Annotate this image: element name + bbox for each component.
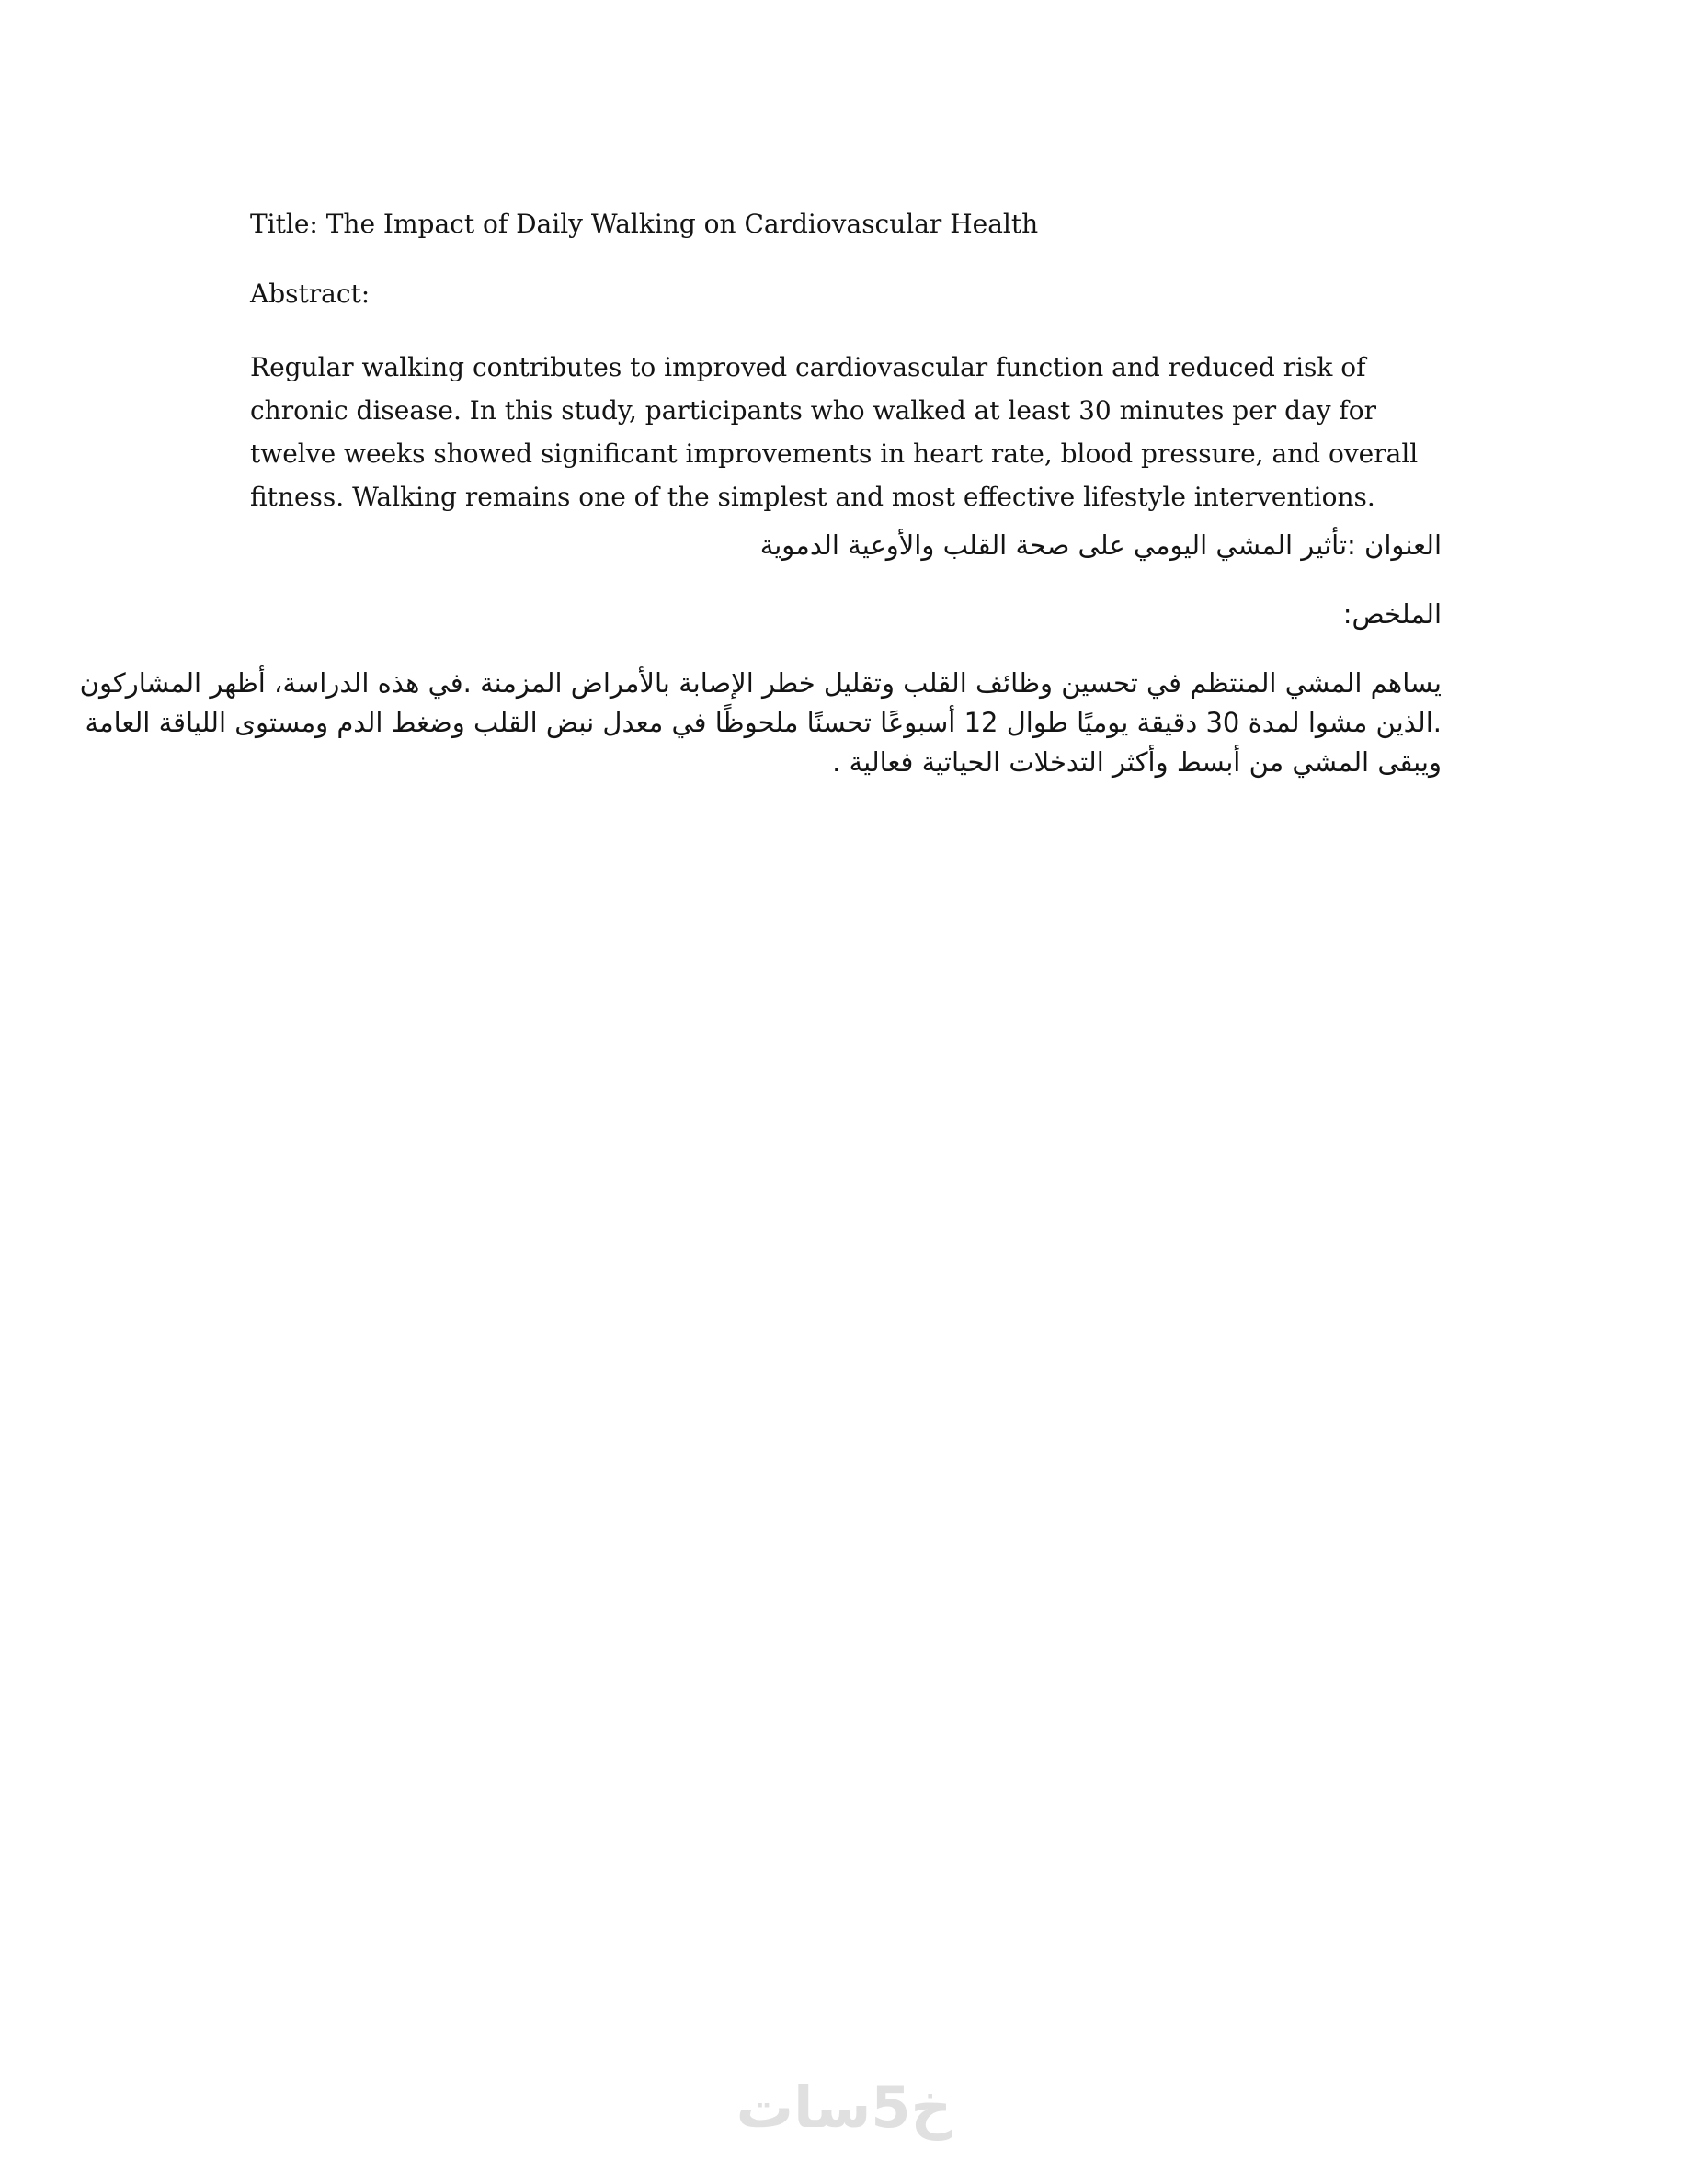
- khamsat-watermark: خ5سات: [736, 2074, 952, 2141]
- abstract-label: Abstract:: [250, 279, 371, 309]
- document-title-arabic: العنوان :تأثير المشي اليومي على صحة القلب والأوعية الدموية: [759, 529, 1442, 561]
- abstract-ar-line-2: .الذين مشوا لمدة 30 دقيقة يوميًا طوال 12 أسبوعًا تحسنًا ملحوظًا في معدل نبض القلب وضغط الدم ومستوى اللياقة العامة: [85, 707, 1442, 738]
- abstract-label-arabic: الملخص:: [1342, 598, 1442, 630]
- document-title: Title: The Impact of Daily Walking on Cardiovascular Health: [250, 209, 1039, 239]
- abstract-ar-line-1: يساهم المشي المنتظم في تحسين وظائف القلب وتقليل خطر الإصابة بالأمراض المزمنة .في هذه الدراسة، أظهر المشاركون: [79, 667, 1442, 699]
- abstract-paragraph-english: [250, 346, 1442, 518]
- abstract-ar-line-3: ويبقى المشي من أبسط وأكثر التدخلات الحياتية فعالية .: [832, 746, 1442, 778]
- abstract-en-line-4: fitness. Walking remains one of the simplest and most effective lifestyle interventions.: [250, 482, 1375, 512]
- abstract-en-line-2: chronic disease. In this study, participants who walked at least 30 minutes per day for: [250, 395, 1377, 426]
- abstract-en-line-3: twelve weeks showed significant improvements in heart rate, blood pressure, and overall: [250, 438, 1419, 469]
- abstract-en-line-1: Regular walking contributes to improved cardiovascular function and reduced risk of: [250, 352, 1366, 382]
- abstract-paragraph-arabic: [79, 664, 1442, 782]
